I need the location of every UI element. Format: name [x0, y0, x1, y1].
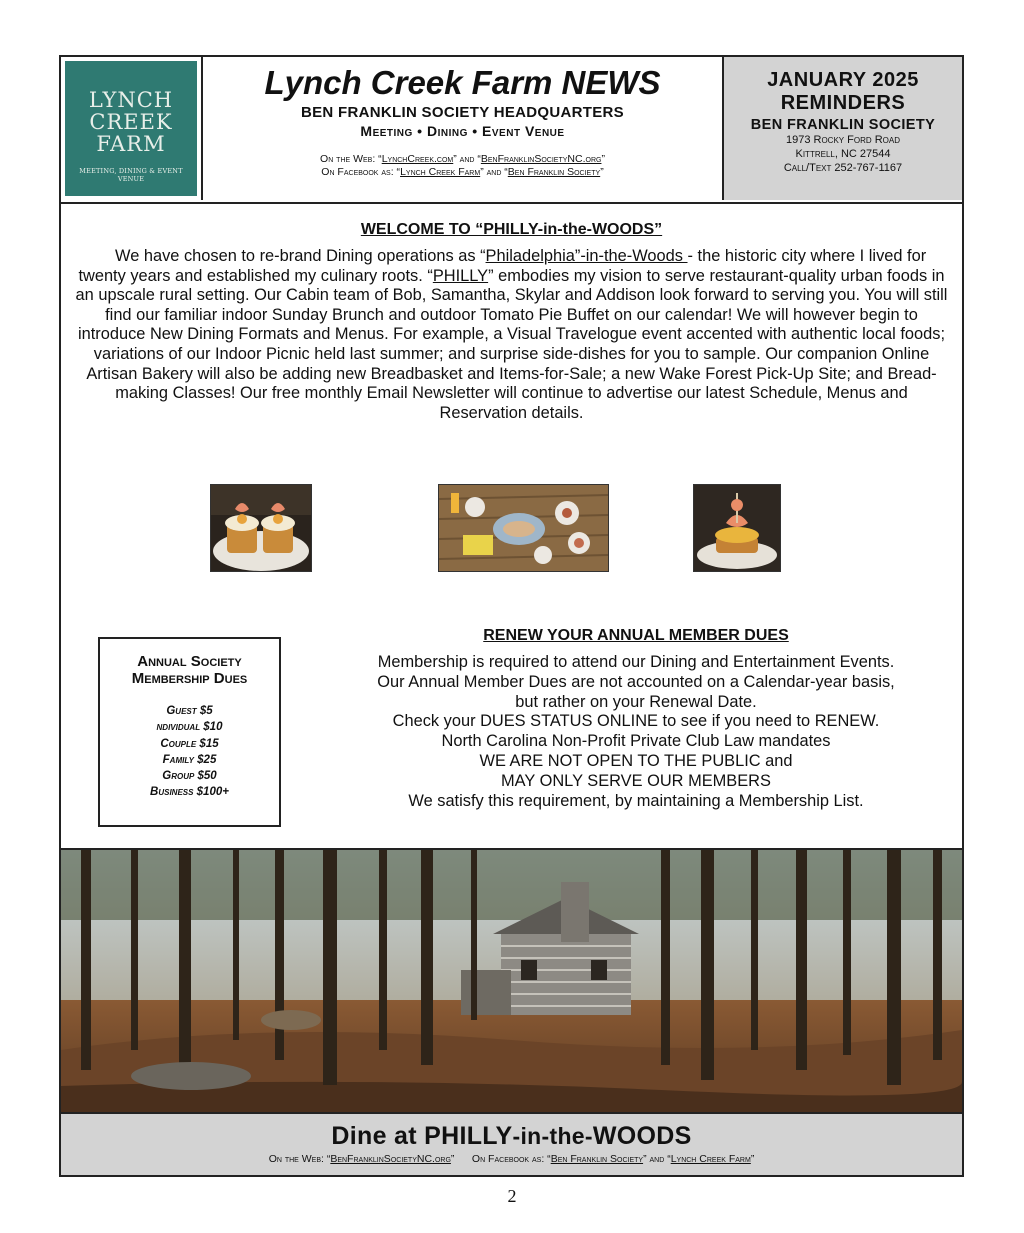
web-suffix: ”: [601, 153, 605, 165]
renew-line: Membership is required to attend our Dining and Entertainment Events.: [377, 653, 895, 671]
newsletter-title: Lynch Creek Farm NEWS: [264, 64, 661, 101]
page-number: 2: [507, 1186, 517, 1206]
web-mid: ” and “: [453, 153, 481, 165]
footer-title-part: -in-the-: [512, 1123, 593, 1149]
food-photo-shrimp-stack: [693, 484, 781, 572]
footer-title-part: PHILLY: [424, 1122, 513, 1150]
dues-item: Business $100+: [150, 786, 229, 799]
reminders-box: [724, 57, 962, 200]
welcome-paragraph: [71, 247, 952, 423]
footer-web-prefix: On the Web: “: [268, 1153, 331, 1165]
welcome-heading: WELCOME TO “PHILLY-in-the-WOODS”: [360, 221, 663, 238]
footer-fb-suffix: ”: [750, 1153, 755, 1165]
dues-item: Group $50: [162, 770, 217, 783]
footer-band: [61, 1114, 962, 1175]
footer-benfranklinsociety-link[interactable]: BenFranklinSocietyNC.org: [330, 1153, 451, 1165]
web-links-line: [203, 153, 722, 166]
renew-line: Check your DUES STATUS ONLINE to see if you need to RENEW.: [392, 712, 880, 731]
footer-facebook-lynch-creek-link[interactable]: Lynch Creek Farm: [670, 1153, 751, 1165]
renew-line: Our Annual Member Dues are not accounted on a Calendar-year basis,: [377, 672, 895, 691]
welcome-intro-after: - the historic city where I lived for twenty years and established my culinary roots. “: [78, 247, 927, 285]
facebook-links-line: [203, 166, 722, 179]
membership-dues-box: [98, 637, 281, 827]
web-prefix: On the Web: “: [320, 153, 382, 165]
lynch-creek-farm-logo: [65, 61, 197, 196]
facebook-ben-franklin-link[interactable]: Ben Franklin Society: [507, 166, 601, 178]
masthead: [203, 57, 724, 200]
reminders-label: REMINDERS: [780, 92, 906, 114]
facebook-lynch-creek-link[interactable]: Lynch Creek Farm: [400, 166, 481, 178]
address-line-2: Kittrell, NC 27544: [795, 148, 891, 160]
logo-cell: [61, 57, 203, 200]
renew-line: We satisfy this requirement, by maintaining a Membership List.: [408, 791, 864, 810]
welcome-intro: We have chosen to re-brand Dining operations as “: [115, 247, 486, 265]
fb-prefix: On Facebook as: “: [321, 166, 401, 178]
dues-title-line-2: Membership Dues: [131, 670, 248, 687]
newsletter-header: [61, 57, 962, 204]
reminders-society: BEN FRANKLIN SOCIETY: [750, 117, 936, 133]
philly-link[interactable]: PHILLY: [432, 266, 489, 285]
dues-title-line-1: Annual Society: [137, 653, 242, 670]
food-photo-shrimp-cups: [210, 484, 312, 572]
newsletter-subtitle: BEN FRANKLIN SOCIETY HEADQUARTERS: [301, 104, 624, 121]
phone-line: Call/Text 252-767-1167: [783, 162, 903, 174]
footer-title-part: WOODS: [592, 1122, 692, 1150]
logo-tagline: MEETING, DINING & EVENT VENUE: [79, 167, 183, 183]
dues-item: Family $25: [162, 753, 217, 766]
address-line-1: 1973 Rocky Ford Road: [785, 134, 901, 146]
renew-line: but rather on your Renewal Date.: [515, 692, 757, 711]
philadelphia-link[interactable]: Philadelphia”-in-the-Woods: [485, 247, 688, 265]
logo-line-3: FARM: [96, 132, 166, 156]
fb-mid: ” and “: [480, 166, 508, 178]
food-photo-brunch-table: [438, 484, 609, 572]
cabin-woods-photo: [61, 848, 962, 1114]
renew-line: MAY ONLY SERVE OUR MEMBERS: [501, 771, 771, 790]
welcome-body-text: ” embodies my vision to serve restaurant-quality urban foods in an upscale rural setting. Our Cabin team of Bob, Samantha, Skylar and Addison look forward to serving you. You will still find our familiar indoor Sunday Brunch and outdoor Tomato Pie Buffet on our calendar! We will however begin to introduce New Dining Formats and Menus. For example, a Visual Travelogue event accented with authentic local foods; variations of our Indoor Picnic held last summer; and surprise side-dishes for you to sample. Our companion Online Artisan Bakery will also be adding new Breadbasket and Items-for-Sale; a new Wake Forest Pick-Up Site; and Bread-making Classes! Our free monthly Email Newsletter will continue to advertise our latest Schedule, Menus and Reservation details.: [75, 266, 948, 422]
dues-item: Couple $15: [160, 737, 219, 750]
footer-fb-prefix: On Facebook as: “: [471, 1153, 551, 1165]
renew-heading: RENEW YOUR ANNUAL MEMBER DUES: [483, 627, 789, 644]
renew-line: WE ARE NOT OPEN TO THE PUBLIC and: [479, 751, 793, 770]
renew-paragraph: [316, 653, 956, 811]
renew-line: North Carolina Non-Profit Private Club Law mandates: [441, 732, 831, 751]
venue-line: Meeting • Dining • Event Venue: [360, 123, 565, 139]
footer-web-suffix: ”: [450, 1153, 455, 1165]
logo-line-2: CREEK: [89, 110, 173, 134]
dues-item: ndividual $10: [156, 721, 223, 734]
footer-links-line: [61, 1153, 962, 1165]
footer-title: [61, 1121, 962, 1151]
reminders-month: JANUARY 2025: [767, 69, 919, 91]
dues-item: Guest $5: [166, 705, 213, 717]
fb-suffix: ”: [600, 166, 604, 178]
lynchcreek-link[interactable]: LynchCreek.com: [381, 153, 454, 165]
footer-fb-mid: ” and “: [643, 1153, 671, 1165]
footer-facebook-ben-franklin-link[interactable]: Ben Franklin Society: [550, 1153, 644, 1165]
newsletter-page: [59, 55, 964, 1177]
dues-list: [100, 703, 279, 801]
footer-title-part: Dine at: [331, 1122, 425, 1150]
logo-line-1: LYNCH: [88, 88, 174, 112]
benfranklinsociety-link[interactable]: BenFranklinSocietyNC.org: [480, 153, 602, 165]
